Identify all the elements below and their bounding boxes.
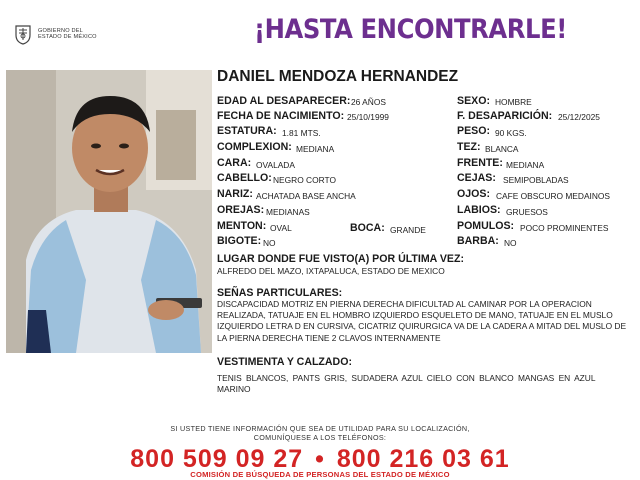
label-frente: FRENTE: xyxy=(457,157,503,169)
value-ojos: CAFE OBSCURO MEDAINOS xyxy=(496,191,611,201)
label-tez: TEZ: xyxy=(457,141,481,153)
clothing-text: TENIS BLANCOS, PANTS GRIS, SUDADERA AZUL CIELO CON BLANCO MANGAS EN AZUL MARINO xyxy=(217,373,596,395)
state-crest-icon xyxy=(14,23,32,45)
value-complexion: MEDIANA xyxy=(296,144,335,154)
label-estatura: ESTATURA: xyxy=(217,125,277,137)
label-fecha-nacimiento: FECHA DE NACIMIENTO: xyxy=(217,110,345,122)
label-sexo: SEXO: xyxy=(457,95,490,107)
contact-note-line-2: COMUNÍQUESE A LOS TELÉFONOS: xyxy=(253,432,387,442)
value-menton: OVAL xyxy=(270,223,292,233)
value-sexo: HOMBRE xyxy=(495,97,532,107)
label-fecha-desaparicion: F. DESAPARICIÓN: xyxy=(457,110,553,122)
label-pomulos: POMULOS: xyxy=(457,220,515,232)
person-photo-illustration xyxy=(6,70,212,353)
label-menton: MENTON: xyxy=(217,220,267,232)
label-nariz: NARIZ: xyxy=(217,188,253,200)
last-seen-location: ALFREDO DEL MAZO, IXTAPALUCA, ESTADO DE MEXICO xyxy=(217,266,445,276)
government-logo xyxy=(14,22,124,46)
contact-note xyxy=(0,425,640,442)
value-orejas: MEDIANAS xyxy=(266,207,310,217)
value-tez: BLANCA xyxy=(485,144,519,154)
label-ojos: OJOS: xyxy=(457,188,490,200)
contact-note-line-1: SI USTED TIENE INFORMACIÓN QUE SEA DE UTILIDAD PARA SU LOCALIZACIÓN, xyxy=(170,424,470,433)
value-fecha-desaparicion: 25/12/2025 xyxy=(558,112,600,122)
label-labios: LABIOS: xyxy=(457,204,501,216)
value-frente: MEDIANA xyxy=(506,160,545,170)
value-estatura: 1.81 MTS. xyxy=(282,128,321,138)
gov-line-2: ESTADO DE MÉXICO xyxy=(38,34,97,40)
label-edad: EDAD AL DESAPARECER: xyxy=(217,95,351,107)
phone-number-1: 800 509 09 27 xyxy=(130,445,304,473)
missing-person-photo xyxy=(6,70,212,353)
particulars-label: SEÑAS PARTICULARES: xyxy=(217,287,343,299)
label-peso: PESO: xyxy=(457,125,490,137)
last-seen-label: LUGAR DONDE FUE VISTO(A) POR ÚLTIMA VEZ: xyxy=(217,253,464,265)
value-bigote: NO xyxy=(263,238,276,248)
label-complexion: COMPLEXION: xyxy=(217,141,292,153)
label-bigote: BIGOTE: xyxy=(217,235,262,247)
label-orejas: OREJAS: xyxy=(217,204,265,216)
value-pomulos: POCO PROMINENTES xyxy=(520,223,609,233)
headline: ¡HASTA ENCONTRARLE! xyxy=(254,14,567,45)
value-cejas: SEMIPOBLADAS xyxy=(503,175,569,185)
label-cara: CARA: xyxy=(217,157,252,169)
value-nariz: ACHATADA BASE ANCHA xyxy=(256,191,356,201)
value-edad: 26 AÑOS xyxy=(351,97,386,107)
label-barba: BARBA: xyxy=(457,235,499,247)
person-name: DANIEL MENDOZA HERNANDEZ xyxy=(217,68,459,85)
commission-name: COMISIÓN DE BÚSQUEDA DE PERSONAS DEL ESTADO DE MÉXICO xyxy=(190,470,450,479)
gov-line-1: GOBIERNO DEL xyxy=(38,27,83,34)
label-cejas: CEJAS: xyxy=(457,172,496,184)
value-peso: 90 KGS. xyxy=(495,128,527,138)
phone-number-2: 800 216 03 61 xyxy=(336,445,510,473)
clothing-label: VESTIMENTA Y CALZADO: xyxy=(217,356,352,368)
label-cabello: CABELLO: xyxy=(217,172,272,184)
value-cara: OVALADA xyxy=(256,160,295,170)
value-fecha-nacimiento: 25/10/1999 xyxy=(347,112,389,122)
value-boca: GRANDE xyxy=(390,225,426,235)
value-barba: NO xyxy=(504,238,517,248)
value-labios: GRUESOS xyxy=(506,207,548,217)
value-cabello: NEGRO CORTO xyxy=(273,175,336,185)
particulars-text: DISCAPACIDAD MOTRIZ EN PIERNA DERECHA DIFICULTAD AL CAMINAR POR LA OPERACION REALIZADA, TATUAJE EN EL HOMBRO IZQUIERDO ESQUELETO DE MANO, TATUAJE EN EL MUSLO IZQUIERDO LETRA D EN CURSIVA, CICATRIZ QUIRURGICA VA DE LA CADERA A MITAD DEL MUSLO DE LA PIERNA DERECHA TIENE 2 CLAVOS INTERNAMENTE xyxy=(217,299,627,343)
phone-separator: • xyxy=(315,445,325,473)
label-boca: BOCA: xyxy=(350,222,385,234)
government-name xyxy=(38,28,97,41)
